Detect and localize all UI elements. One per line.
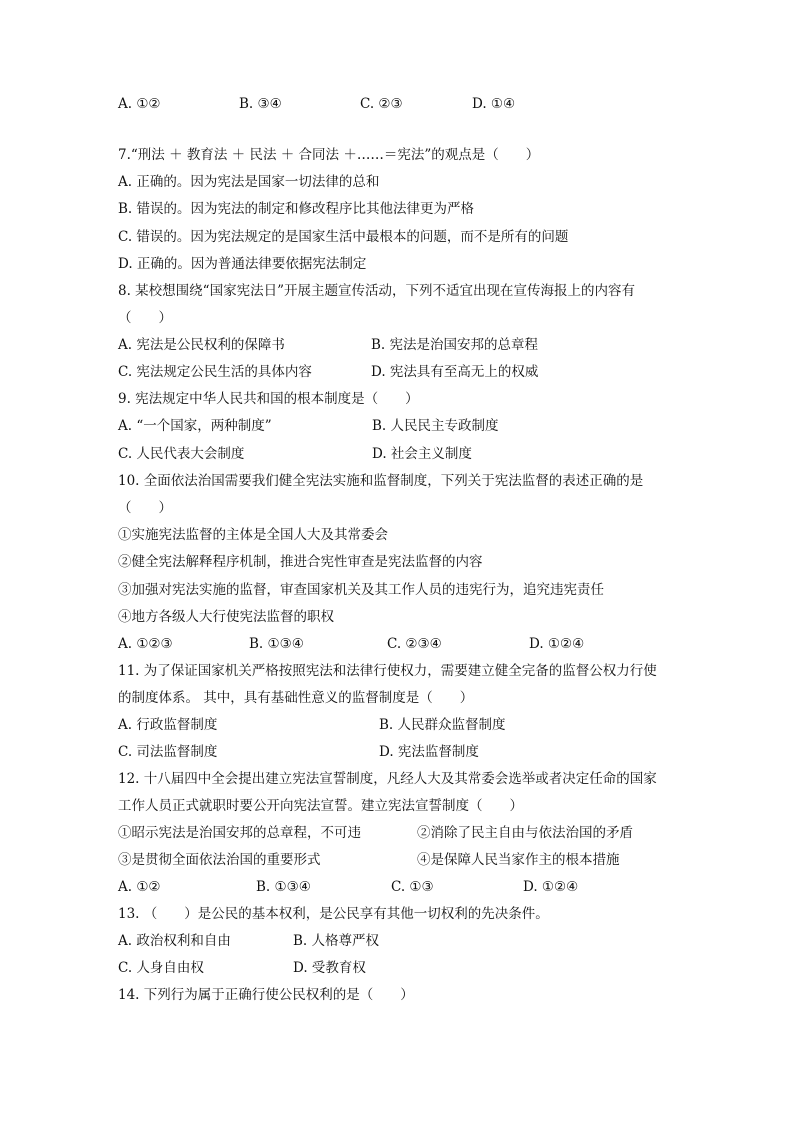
q10-option-d: D. ①②④ (529, 636, 585, 652)
q11-stem: 11. 为了保证国家机关严格按照宪法和法律行使权力，需要建立健全完备的监督公权力行使 (118, 663, 657, 679)
q12-stem: 12. 十八届四中全会提出建立宪法宣誓制度，凡经人大及其常委会选举或者决定任命的国家 (118, 771, 657, 787)
q7-option-b: B. 错误的。因为宪法的制定和修改程序比其他法律更为严格 (118, 201, 475, 217)
q10-stem: 10. 全面依法治国需要我们健全宪法实施和监督制度，下列关于宪法监督的表述正确的是 (118, 473, 644, 489)
q12-option-d: D. ①②④ (523, 879, 579, 895)
q10-option-c: C. ②③④ (387, 636, 442, 652)
q12-item-4: ④是保障人民当家作主的根本措施 (417, 852, 620, 868)
q12-option-a: A. ①② (118, 879, 161, 895)
q8-option-a: A. 宪法是公民权利的保障书 (118, 337, 285, 353)
q9-option-d: D. 社会主义制度 (372, 446, 472, 462)
q8-option-c: C. 宪法规定公民生活的具体内容 (118, 364, 312, 380)
q10-option-a: A. ①②③ (118, 636, 173, 652)
q12-item-2: ②消除了民主自由与依法治国的矛盾 (417, 825, 633, 841)
q10-item-3: ③加强对宪法实施的监督，审查国家机关及其工作人员的违宪行为，追究违宪责任 (118, 582, 604, 598)
q7-option-a: A. 正确的。因为宪法是国家一切法律的总和 (118, 174, 380, 190)
q6-option-b: B. ③④ (239, 96, 282, 112)
q11-stem-cont: 的制度体系。 其中，具有基础性意义的监督制度是（ ） (118, 690, 474, 706)
q13-option-c: C. 人身自由权 (118, 960, 204, 976)
q9-option-a: A. “一个国家，两种制度” (118, 418, 272, 434)
q11-option-d: D. 宪法监督制度 (379, 744, 479, 760)
q10-item-4: ④地方各级人大行使宪法监督的职权 (118, 609, 334, 625)
q10-stem-cont: （ ） (118, 500, 172, 516)
q10-option-b: B. ①③④ (249, 636, 304, 652)
q12-option-b: B. ①③④ (256, 879, 311, 895)
q12-option-c: C. ①③ (391, 879, 434, 895)
q9-option-c: C. 人民代表大会制度 (118, 446, 245, 462)
q7-option-c: C. 错误的。因为宪法规定的是国家生活中最根本的问题，而不是所有的问题 (118, 229, 569, 245)
q6-option-a: A. ①② (118, 96, 161, 112)
q13-option-a: A. 政治权利和自由 (118, 933, 231, 949)
q11-option-a: A. 行政监督制度 (118, 717, 218, 733)
q10-item-1: ①实施宪法监督的主体是全国人大及其常委会 (118, 527, 388, 543)
q8-stem: 8. 某校想围绕“国家宪法日”开展主题宣传活动，下列不适宜出现在宣传海报上的内容有 (118, 283, 635, 299)
q13-option-b: B. 人格尊严权 (293, 933, 380, 949)
q13-option-d: D. 受教育权 (293, 960, 366, 976)
q8-option-d: D. 宪法具有至高无上的权威 (371, 364, 539, 380)
q6-option-d: D. ①④ (472, 96, 516, 112)
q8-stem-cont: （ ） (118, 310, 172, 326)
q9-stem: 9. 宪法规定中华人民共和国的根本制度是（ ） (118, 391, 419, 407)
q12-stem-cont: 工作人员正式就职时要公开向宪法宣誓。建立宪法宣誓制度（ ） (118, 798, 523, 814)
q11-option-b: B. 人民群众监督制度 (379, 717, 506, 733)
q11-option-c: C. 司法监督制度 (118, 744, 218, 760)
q6-option-c: C. ②③ (360, 96, 403, 112)
q8-option-b: B. 宪法是治国安邦的总章程 (371, 337, 539, 353)
q10-item-2: ②健全宪法解释程序机制，推进合宪性审查是宪法监督的内容 (118, 554, 483, 570)
q12-item-3: ③是贯彻全面依法治国的重要形式 (118, 852, 321, 868)
q7-option-d: D. 正确的。因为普通法律要依据宪法制定 (118, 256, 367, 272)
q14-stem: 14. 下列行为属于正确行使公民权利的是（ ） (118, 987, 414, 1003)
q7-stem: 7.“刑法 ＋ 教育法 ＋ 民法 ＋ 合同法 ＋……＝宪法”的观点是（ ） (118, 147, 540, 163)
q13-stem: 13. （ ）是公民的基本权利，是公民享有其他一切权利的先决条件。 (118, 906, 549, 922)
q9-option-b: B. 人民民主专政制度 (372, 418, 499, 434)
q12-item-1: ①昭示宪法是治国安邦的总章程，不可违 (118, 825, 361, 841)
